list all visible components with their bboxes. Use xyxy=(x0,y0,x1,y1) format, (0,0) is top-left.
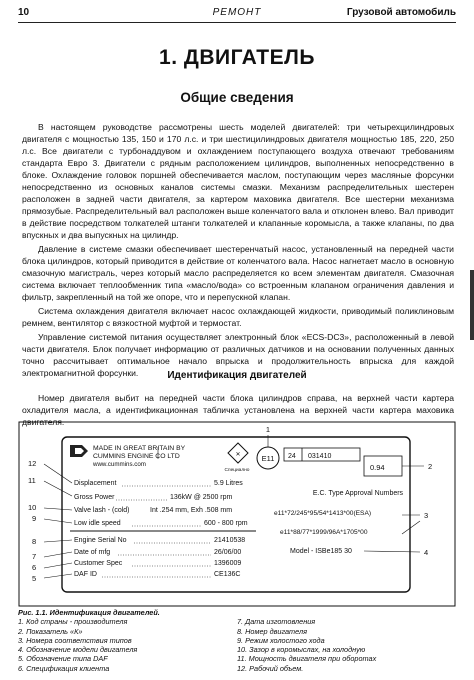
section-title: Общие сведения xyxy=(180,90,294,105)
subsection-title: Идентификация двигателей xyxy=(167,370,307,381)
callout-3: 3 xyxy=(424,511,429,520)
identification-plate-figure xyxy=(18,421,456,607)
engine-serial-label: Engine Serial No xyxy=(74,537,127,544)
callout-10: 10 xyxy=(28,503,37,512)
caption-item: 5. Обозначение типа DAF xyxy=(18,654,108,664)
maker-url: www.cummins.com xyxy=(93,461,146,468)
figure-caption xyxy=(18,608,456,673)
cert-text: Cпециално xyxy=(224,468,250,473)
code-a: 24 xyxy=(288,453,296,460)
caption-item: 11. Мощность двигателя при оборотах xyxy=(237,654,377,664)
callout-1: 1 xyxy=(265,425,271,434)
k-value: 0.94 xyxy=(370,463,385,472)
valve-lash-label: Valve lash - (cold) xyxy=(74,507,130,514)
svg-text:✕: ✕ xyxy=(235,452,241,458)
caption-item: 1. Код страны - производителя xyxy=(18,617,128,627)
caption-right-list xyxy=(237,617,456,673)
daf-id-value: CE136C xyxy=(214,571,241,578)
callout-7: 7 xyxy=(32,552,37,561)
caption-item: 4. Обозначение модели двигателя xyxy=(18,645,138,655)
paragraph: В настоящем руководстве рассмотрены шесть моделей двигателей: три четырехцилиндровых двигателя с мощностью 135, 150 и 170 л.с. и три шестицилиндровых двигателя мощностью 185, 220, 250 л.с. Все двигатели с турбонаддувом и охлаждением поступающего воздуха отвечают требованиям стандарта Евро 3. Двигатели с рядным расположением цилиндров, выполненных непосредственно в блоке. Охлаждение головок поршней обеспечивается маслом, поступающим через масляные форсунки непосредственно из основных каналов системы смазки. Механизм распределительных шестерен расположен в задней части двигателя, за картером маховика двигателя. Все шестерни механизма прямозубые. Распределительный вал расположен выше коленчатого вала и отклонен влево. Вал приводит в действие посредством толкателей штанги толкателей и клапанные коромысла, а также клапаны, по два впускных и два выпускных на цилиндр. xyxy=(22,122,454,240)
caption-item: 2. Показатель «К» xyxy=(18,626,83,636)
gross-power-label: Gross Power xyxy=(74,494,115,501)
caption-item: 10. Зазор в коромыслах, на холодную xyxy=(237,645,366,655)
caption-item: 3. Номера соответствия типов xyxy=(18,635,132,645)
daf-id-label: DAF ID xyxy=(74,571,97,578)
callout-5: 5 xyxy=(32,574,37,583)
book-title: Грузовой автомобиль xyxy=(346,7,456,18)
caption-item: 8. Номер двигателя xyxy=(237,626,307,636)
caption-item: 6. Спецификация клиента xyxy=(18,663,110,673)
customer-spec-value: 1396009 xyxy=(214,560,242,567)
paragraph: Номер двигателя выбит на передней части блока цилиндров справа, на верхней части картера охладителя масла, а идентификационная табличка установлена на верхней части картера маховика двигателя. xyxy=(22,393,454,427)
valve-lash-value: Int .254 mm, Exh .508 mm xyxy=(150,507,233,514)
callout-6: 6 xyxy=(32,563,37,572)
chapter-title: 1. ДВИГАТЕЛЬ xyxy=(159,46,315,69)
callout-11: 11 xyxy=(28,476,36,485)
caption-item: 7. Дата изготовления xyxy=(237,617,316,627)
ec-line-1: e11*72/245*95/54*1413*00(ESA) xyxy=(274,510,372,517)
page-number: 10 xyxy=(18,7,30,18)
paragraph: Давление в системе смазки обеспечивает шестеренчатый насос, установленный на передней части блока цилиндров, который приводится в действие от коленчатого вала. Насос нагнетает масло в основную смазочную магистраль, через который масло распределяется ко всем элементам двигателя. Смазочная система включает теплообменник типа «масло/вода» со встроенным клапаном ограничения давления и фильтр, закрепленный на той же опоре, что и перепускной клапан. xyxy=(22,244,454,302)
displacement-label: Displacement xyxy=(74,480,117,487)
engine-serial-value: 21410538 xyxy=(214,537,246,544)
caption-item: 9. Режим холостого хода xyxy=(237,635,325,645)
paragraph: Система охлаждения двигателя включает насос охлаждающей жидкости, приводимый поликлиновым ремнем, вентилятор с вязкостной муфтой и термостат. xyxy=(22,306,454,328)
low-idle-value: 600 - 800 rpm xyxy=(204,520,248,527)
ec-title: E.C. Type Approval Numbers xyxy=(312,490,404,497)
date-mfg-label: Date of mfg xyxy=(74,549,111,556)
low-idle-label: Low idle speed xyxy=(74,520,121,527)
callout-2: 2 xyxy=(428,462,433,471)
maker-line-1: MADE IN GREAT BRITAIN BY xyxy=(93,445,186,452)
caption-item: 12. Рабочий объем. xyxy=(237,663,304,673)
customer-spec-label: Customer Spec xyxy=(74,560,123,567)
e-mark: E11 xyxy=(261,454,275,463)
callout-9: 9 xyxy=(32,514,37,523)
callout-8: 8 xyxy=(32,537,37,546)
engine-model: Model - ISBe185 30 xyxy=(290,548,352,555)
running-section: РЕМОНТ xyxy=(212,7,262,18)
ec-line-2: e11*88/77*1999/96A*1705*00 xyxy=(280,529,368,536)
maker-line-2: CUMMINS ENGINE CO LTD xyxy=(93,453,180,460)
gross-power-value: 136kW @ 2500 rpm xyxy=(170,494,233,501)
paragraph: Управление системой питания осуществляет электронный блок «ECS-DC3», расположенный в левой части двигателя. Блок получает информацию от различных датчиков и на основании полученных данных точно рассчитывает оптимальное начало впрыска и продолжительность впрыска для каждой электромагнитной форсунки. xyxy=(22,332,454,378)
displacement-value: 5.9 Litres xyxy=(214,480,243,487)
caption-title: Рис. 1.1. Идентификация двигателей. xyxy=(18,608,160,617)
date-mfg-value: 26/06/00 xyxy=(214,549,242,556)
body-text xyxy=(22,121,454,381)
plate-drawing xyxy=(18,421,456,607)
page-header xyxy=(18,4,456,23)
code-b: 031410 xyxy=(308,453,332,460)
callout-12: 12 xyxy=(28,459,37,468)
edge-tab-marker xyxy=(470,270,474,340)
callout-4: 4 xyxy=(424,548,429,557)
caption-left-list xyxy=(18,617,237,673)
